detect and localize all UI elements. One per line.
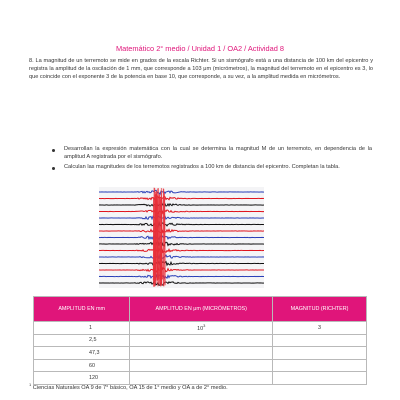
cell-um[interactable] xyxy=(130,359,273,372)
table-header-row xyxy=(34,297,367,322)
table-row xyxy=(34,347,367,360)
header-magnitude: MAGNITUD (RICHTER) xyxy=(273,297,367,322)
cell-magnitude[interactable] xyxy=(273,347,367,360)
cell-um[interactable] xyxy=(130,347,273,360)
cell-mm: 2,5 xyxy=(34,334,130,347)
page-title: Matemático 2° medio / Unidad 1 / OA2 / Actividad 8 xyxy=(115,44,285,53)
cell-mm: 60 xyxy=(34,359,130,372)
seismogram-image xyxy=(99,187,264,288)
table-row xyxy=(34,359,367,372)
footnote: $^1$ Ciencias Naturales OA 9 de 7° básico, OA 15 de 1° medio y OA a de 2° medio. xyxy=(29,382,228,391)
header-amplitude-um: AMPLITUD EN μm (MICRÓMETROS) xyxy=(130,297,273,322)
cell-magnitude: 3 xyxy=(273,322,367,335)
task-item: Desarrollan la expresión matemática con la cual se determina la magnitud M de un terremoto, en dependencia de la amplitud A registrada por el sismógrafo. xyxy=(52,146,372,162)
cell-magnitude[interactable] xyxy=(273,359,367,372)
cell-mm: 120 xyxy=(34,372,130,385)
header-amplitude-mm: AMPLITUD EN mm xyxy=(34,297,130,322)
cell-um[interactable] xyxy=(130,334,273,347)
cell-magnitude[interactable] xyxy=(273,334,367,347)
table-row xyxy=(34,322,367,335)
task-item: Calculan las magnitudes de los terremotos registrados a 100 km de distancia del epicentro. Completan la tabla. xyxy=(52,164,372,172)
magnitude-table xyxy=(33,296,367,385)
table-row xyxy=(34,334,367,347)
cell-mm: 1 xyxy=(34,322,130,335)
task-list xyxy=(52,146,372,173)
cell-mm: 47,3 xyxy=(34,347,130,360)
cell-um: $10^3$ xyxy=(130,322,273,335)
problem-text: 8. La magnitud de un terremoto se mide en grados de la escala Richter. Si un sismógrafo está a una distancia de 100 km del epicentro y registra la amplitud de la oscilación de 1 mm, que corresponde a 103 μm (micrómetros), la magnitud del terremoto en el epicentro es 3, lo que coincide con el exponente 3 de la potencia en base 10, que corresponde, a su vez, a la amplitud medida en micrómetros. xyxy=(29,58,373,80)
